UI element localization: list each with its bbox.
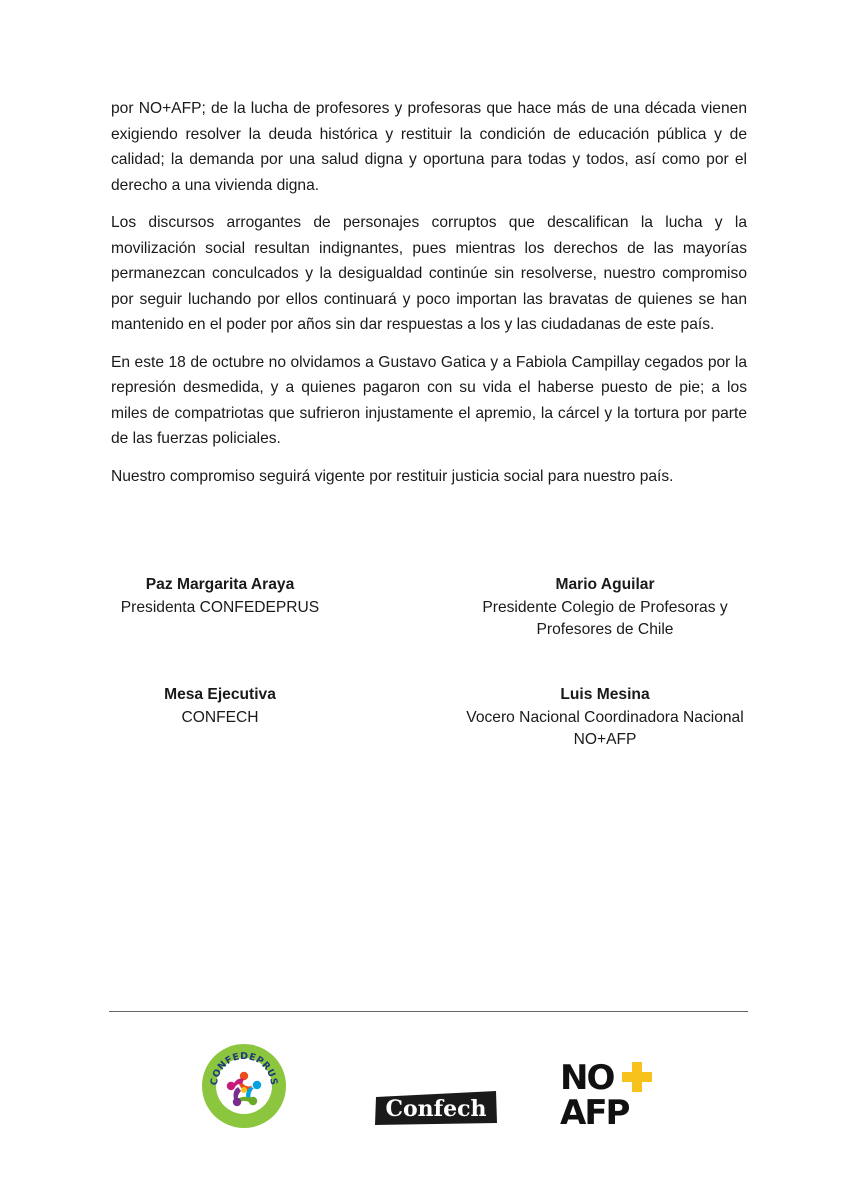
- signature-role: CONFECH: [181, 708, 259, 726]
- letter-body: [111, 96, 747, 501]
- signature-role: Vocero Nacional Coordinadora Nacional: [466, 708, 744, 726]
- confedeprus-logo: [200, 1042, 288, 1130]
- svg-text:CONFEDEPRUS: CONFEDEPRUS: [208, 1050, 280, 1087]
- svg-text:AFP: AFP: [560, 1093, 629, 1128]
- signature-name: Mesa Ejecutiva: [164, 686, 276, 703]
- svg-text:Confech: Confech: [385, 1096, 487, 1122]
- signature-name: Luis Mesina: [560, 686, 650, 703]
- signature-araya: [100, 574, 340, 619]
- signature-name: Mario Aguilar: [555, 576, 655, 593]
- paragraph-4: Nuestro compromiso seguirá vigente por restituir justicia social para nuestro país.: [111, 467, 674, 485]
- signature-mesa-ejecutiva: [120, 684, 320, 729]
- signature-role: Presidenta CONFEDEPRUS: [120, 598, 320, 616]
- paragraph-3: En este 18 de octubre no olvidamos a Gustavo Gatica y a Fabiola Campillay cegados por la represión desmedida, y a quienes pagaron con su vida el haberse puesto de pie; a los miles de compatriotas que sufrieron injustamente el apremio, la cárcel y la tortura por parte de las fuerzas policiales.: [111, 353, 747, 447]
- confech-logo: [373, 1088, 499, 1128]
- signature-role: Profesores de Chile: [536, 621, 674, 638]
- footer-divider: [109, 1011, 748, 1012]
- signature-role: NO+AFP: [573, 731, 637, 748]
- signature-mesina: [440, 684, 770, 752]
- paragraph-1: por NO+AFP; de la lucha de profesores y profesoras que hace más de una década vienen exigiendo resolver la deuda histórica y restituir la condición de educación pública y de calidad; la demanda por una salud digna y oportuna para todas y todos, así como por el derecho a una vivienda digna.: [111, 100, 747, 194]
- signature-role: Presidente Colegio de Profesoras y: [482, 598, 728, 616]
- noafp-logo: [560, 1058, 656, 1128]
- svg-text:NO: NO: [560, 1058, 614, 1098]
- plus-icon: [622, 1062, 652, 1092]
- signature-aguilar: [455, 574, 755, 642]
- paragraph-2: Los discursos arrogantes de personajes corruptos que descalifican la lucha y la movilización social resultan indignantes, pues mientras los derechos de las mayorías permanezcan conculcados y la desigualdad continúe sin resolverse, nuestro compromiso por seguir luchando por ellos continuará y poco importan las bravatas de quienes se han mantenido en el poder por años sin dar respuestas a los y las ciudadanas de este país.: [111, 214, 747, 333]
- signature-name: Paz Margarita Araya: [145, 576, 295, 593]
